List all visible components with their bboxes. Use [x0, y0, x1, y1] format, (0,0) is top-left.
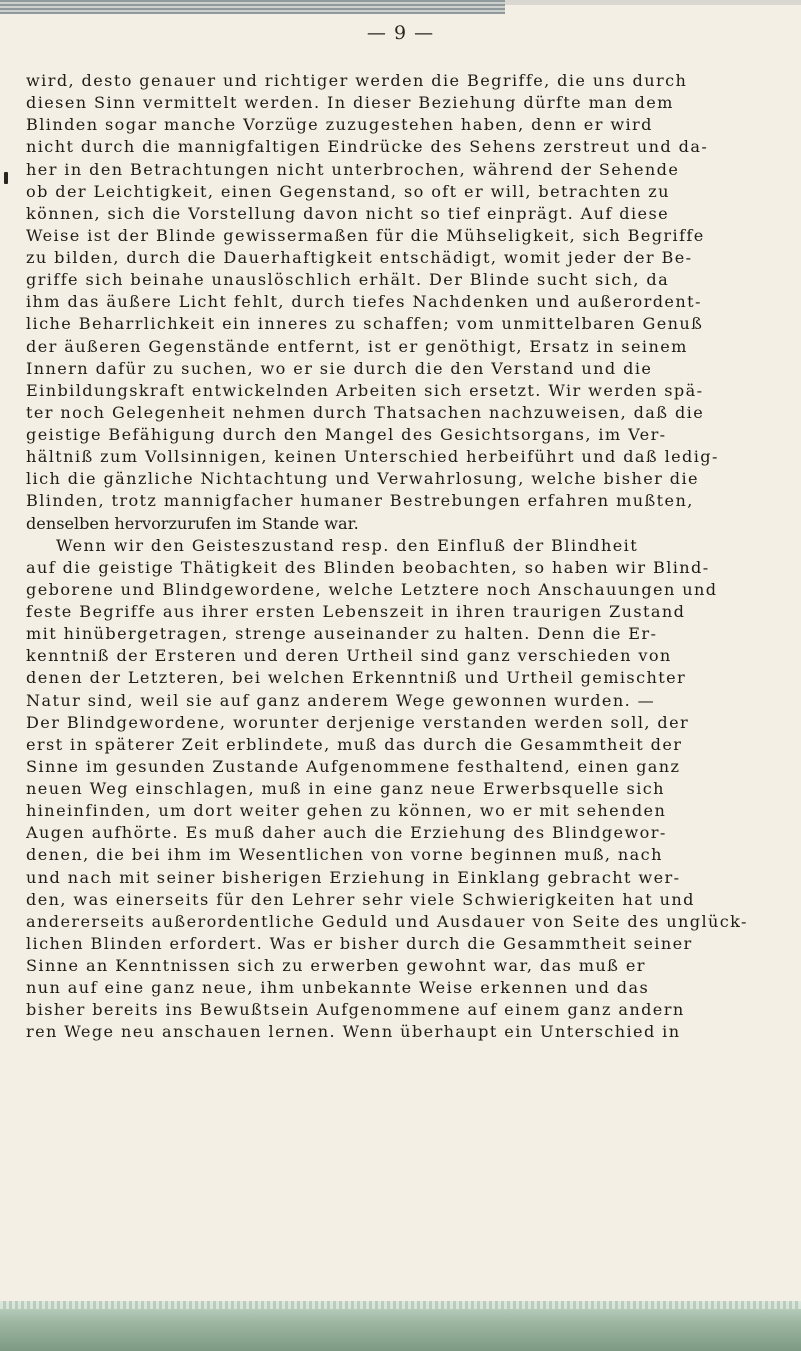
- text-line: denen, die bei ihm im Wesentlichen von vorne beginnen muß, nach: [26, 845, 663, 865]
- text-line: hineinfinden, um dort weiter gehen zu können, wo er mit sehenden: [26, 801, 667, 821]
- text-line: Natur sind, weil sie auf ganz anderem Wege gewonnen wurden. —: [26, 690, 656, 710]
- text-line: auf die geistige Thätigkeit des Blinden beobachten, so haben wir Blind-: [26, 557, 710, 577]
- text-line: geistige Befähigung durch den Mangel des Gesichtsorgans, im Ver-: [26, 425, 667, 444]
- text-line: neuen Weg einschlagen, muß in eine ganz neue Erwerbsquelle sich: [26, 779, 665, 798]
- text-line: geborene und Blindgewordene, welche Letztere noch Anschauungen und: [26, 579, 718, 599]
- text-line: den, was einerseits für den Lehrer sehr viele Schwierigkeiten hat und: [26, 889, 695, 909]
- text-line: liche Beharrlichkeit ein inneres zu schaffen; vom unmittelbaren Genuß: [26, 314, 704, 334]
- top-edge-shadow: [0, 0, 505, 14]
- text-line: lichen Blinden erfordert. Was er bisher durch die Gesammtheit seiner: [26, 933, 693, 953]
- text-line: lich die gänzliche Nichtachtung und Verwahrlosung, welche bisher die: [26, 469, 699, 489]
- text-line: wird, desto genauer und richtiger werden die Begriffe, die uns durch: [26, 71, 688, 90]
- text-line: denselben hervorzurufen im Stande war.: [26, 513, 359, 533]
- text-line: Sinne im gesunden Zustande Aufgenommene festhaltend, einen ganz: [26, 756, 681, 776]
- text-line: Augen aufhörte. Es muß daher auch die Erziehung des Blindgewor-: [26, 823, 667, 843]
- scan-bottom-edge-highlight: [0, 1301, 801, 1309]
- text-line: Blinden sogar manche Vorzüge zuzugestehen haben, denn er wird: [26, 115, 653, 135]
- margin-mark: [4, 172, 8, 184]
- text-line: ren Wege neu anschauen lernen. Wenn überhaupt ein Unterschied in: [26, 1022, 681, 1042]
- text-line: Weise ist der Blinde gewissermaßen für die Mühseligkeit, sich Begriffe: [26, 225, 705, 245]
- text-line: andererseits außerordentliche Geduld und Ausdauer von Seite des unglück-: [26, 911, 748, 931]
- text-line: diesen Sinn vermittelt werden. In dieser Beziehung dürfte man dem: [26, 93, 674, 113]
- text-line: hältniß zum Vollsinnigen, keinen Unterschied herbeiführt und daß ledig-: [26, 447, 719, 467]
- text-line: können, sich die Vorstellung davon nicht so tief einprägt. Auf diese: [26, 203, 670, 223]
- text-line: ihm das äußere Licht fehlt, durch tiefes Nachdenken und außerordent-: [26, 292, 702, 312]
- text-line: feste Begriffe aus ihrer ersten Lebenszeit in ihren traurigen Zustand: [26, 602, 686, 621]
- text-line: zu bilden, durch die Dauerhaftigkeit entschädigt, womit jeder der Be-: [26, 248, 693, 267]
- text-line: griffe sich beinahe unauslöschlich erhält. Der Blinde sucht sich, da: [26, 270, 670, 290]
- body-text: [26, 70, 792, 1044]
- top-edge-paper: [505, 0, 801, 5]
- page-number: — 9 —: [366, 22, 435, 44]
- text-line: erst in späterer Zeit erblindete, muß das durch die Gesammtheit der: [26, 734, 683, 754]
- text-line: Blinden, trotz mannigfacher humaner Bestrebungen erfahren mußten,: [26, 491, 694, 511]
- text-line: Wenn wir den Geisteszustand resp. den Einfluß der Blindheit: [56, 535, 639, 555]
- text-line: mit hinübergetragen, strenge auseinander zu halten. Denn die Er-: [26, 624, 658, 644]
- text-line: ob der Leichtigkeit, einen Gegenstand, so oft er will, betrachten zu: [26, 181, 670, 201]
- text-line: her in den Betrachtungen nicht unterbrochen, während der Sehende: [26, 159, 680, 179]
- text-line: Sinne an Kenntnissen sich zu erwerben gewohnt war, das muß er: [26, 956, 646, 975]
- text-line: ter noch Gelegenheit nehmen durch Thatsachen nachzuweisen, daß die: [26, 402, 705, 422]
- text-line: kenntniß der Ersteren und deren Urtheil sind ganz verschieden von: [26, 646, 672, 666]
- text-line: denen der Letzteren, bei welchen Erkenntniß und Urtheil gemischter: [26, 668, 687, 688]
- text-line: Einbildungskraft entwickelnden Arbeiten sich ersetzt. Wir werden spä-: [26, 380, 704, 400]
- text-line: Innern dafür zu suchen, wo er sie durch die den Verstand und die: [26, 358, 653, 378]
- text-line: nicht durch die mannigfaltigen Eindrücke des Sehens zerstreut und da-: [26, 137, 709, 157]
- text-line: bisher bereits ins Bewußtsein Aufgenommene auf einem ganz andern: [26, 1000, 685, 1020]
- text-line: der äußeren Gegenstände entfernt, ist er genöthigt, Ersatz in seinem: [26, 336, 688, 356]
- text-line: nun auf eine ganz neue, ihm unbekannte Weise erkennen und das: [26, 978, 650, 998]
- text-line: Der Blindgewordene, worunter derjenige verstanden werden soll, der: [26, 712, 690, 732]
- text-line: und nach mit seiner bisherigen Erziehung in Einklang gebracht wer-: [26, 867, 681, 887]
